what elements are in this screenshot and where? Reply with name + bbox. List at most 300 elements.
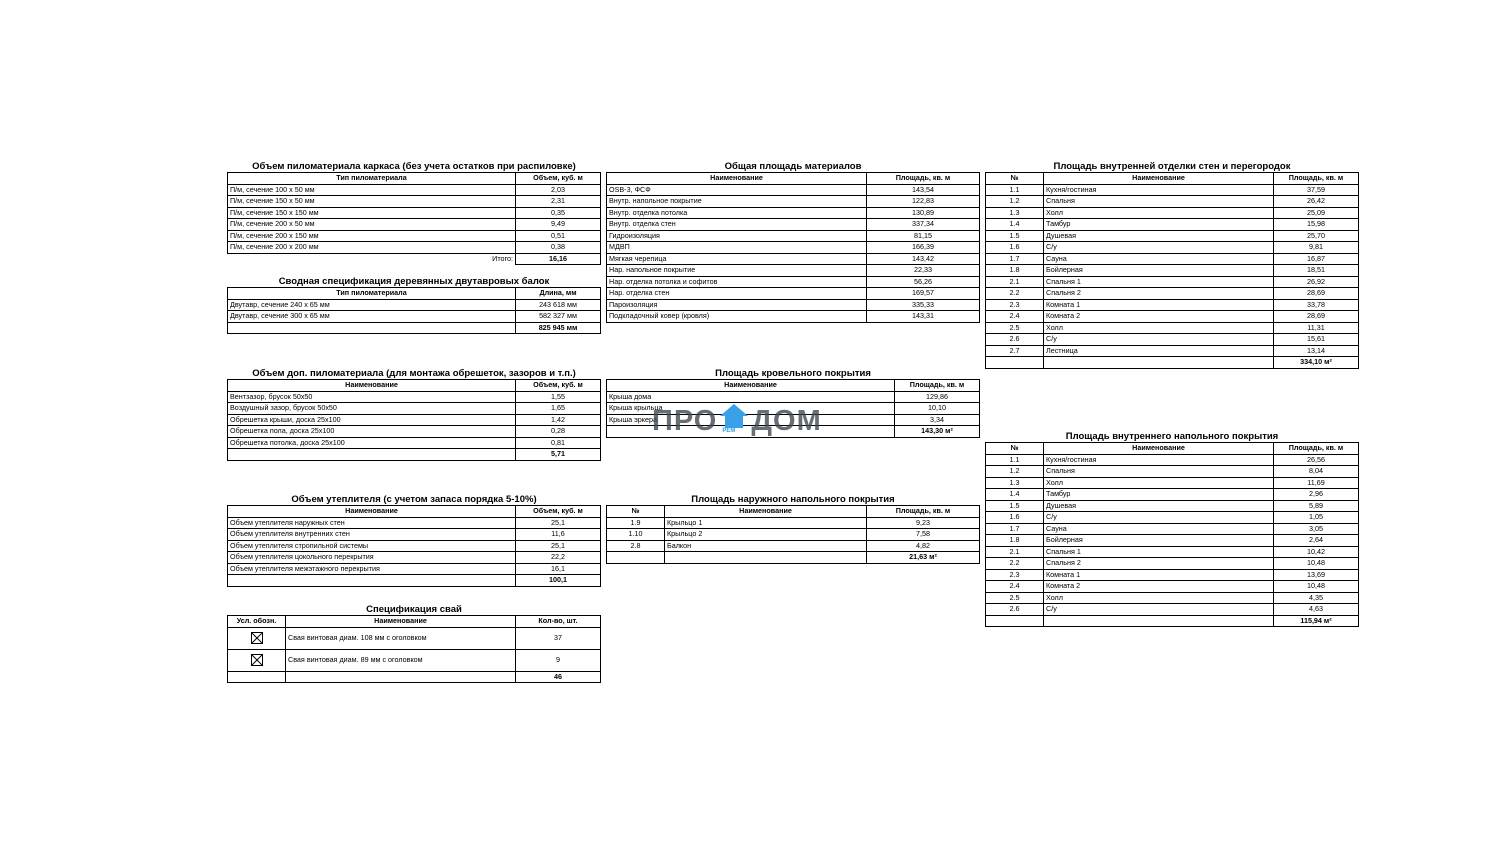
row-value: 33,78 xyxy=(1274,299,1359,311)
indoor-floor-area-table xyxy=(985,442,1359,627)
row-value: 11,69 xyxy=(1274,477,1359,489)
table-row xyxy=(607,311,980,323)
table-row xyxy=(228,437,601,449)
row-number: 2.1 xyxy=(986,546,1044,558)
row-value: 25,09 xyxy=(1274,207,1359,219)
row-value: 4,63 xyxy=(1274,604,1359,616)
row-value: 25,70 xyxy=(1274,230,1359,242)
row-value: 9 xyxy=(516,649,601,671)
indoor-floor-area-block xyxy=(985,431,1359,627)
row-value: 25,1 xyxy=(516,517,601,529)
row-value: 10,48 xyxy=(1274,581,1359,593)
row-name: Нар. отделка потолка и софитов xyxy=(607,276,867,288)
table-row xyxy=(607,207,980,219)
table-row xyxy=(986,276,1359,288)
row-value: 26,56 xyxy=(1274,454,1359,466)
row-name: Крыша эркера xyxy=(607,414,895,426)
table-row xyxy=(228,391,601,403)
row-number: 2.5 xyxy=(986,322,1044,334)
total-value: 143,30 м² xyxy=(895,426,980,438)
col-header: Площадь, кв. м xyxy=(1274,173,1359,185)
row-value: 2,64 xyxy=(1274,535,1359,547)
row-name: Обрешетка потолка, доска 25х100 xyxy=(228,437,516,449)
total-row xyxy=(607,552,980,564)
table-row xyxy=(607,517,980,529)
empty-cell xyxy=(228,575,516,587)
row-number: 2.5 xyxy=(986,592,1044,604)
row-name: Тамбур xyxy=(1044,489,1274,501)
table-row xyxy=(607,196,980,208)
table-row xyxy=(228,426,601,438)
table-row xyxy=(986,558,1359,570)
lumber-frame-volume-block xyxy=(227,161,601,265)
row-value: 4,82 xyxy=(867,540,980,552)
table-row xyxy=(228,207,601,219)
row-value: 26,42 xyxy=(1274,196,1359,208)
row-name: Крыльцо 2 xyxy=(665,529,867,541)
table-row xyxy=(228,184,601,196)
row-name: П/м, сечение 200 х 200 мм xyxy=(228,242,516,254)
row-number: 2.2 xyxy=(986,558,1044,570)
row-value: 26,92 xyxy=(1274,276,1359,288)
piles-spec-table xyxy=(227,615,601,683)
table-row xyxy=(607,219,980,231)
table-row xyxy=(986,500,1359,512)
table-row xyxy=(228,242,601,254)
piles-spec-title: Спецификация свай xyxy=(366,604,462,615)
empty-cell xyxy=(228,671,286,683)
total-label: Итого: xyxy=(228,253,516,265)
table-row xyxy=(986,219,1359,231)
table-row xyxy=(986,299,1359,311)
row-name: Обрешетка крыши, доска 25х100 xyxy=(228,414,516,426)
row-number: 1.1 xyxy=(986,184,1044,196)
row-value: 9,49 xyxy=(516,219,601,231)
row-name: Объем утеплителя цокольного перекрытия xyxy=(228,552,516,564)
row-value: 28,69 xyxy=(1274,311,1359,323)
row-value: 11,31 xyxy=(1274,322,1359,334)
total-value: 16,16 xyxy=(516,253,601,265)
table-row xyxy=(986,535,1359,547)
materials-area-block xyxy=(606,161,980,323)
table-row xyxy=(607,529,980,541)
row-number: 1.2 xyxy=(986,196,1044,208)
col-header: Объем, куб. м xyxy=(516,380,601,392)
row-name: Внутр. отделка потолка xyxy=(607,207,867,219)
row-name: Свая винтовая диам. 89 мм с оголовком xyxy=(286,649,516,671)
extra-lumber-table xyxy=(227,379,601,461)
row-name: П/м, сечение 150 х 150 мм xyxy=(228,207,516,219)
table-row xyxy=(986,466,1359,478)
table-row xyxy=(228,563,601,575)
row-value: 28,69 xyxy=(1274,288,1359,300)
empty-cell xyxy=(665,552,867,564)
row-value: 169,57 xyxy=(867,288,980,300)
materials-area-table xyxy=(606,172,980,323)
col-header: № xyxy=(607,506,665,518)
row-name: Лестница xyxy=(1044,345,1274,357)
row-value: 3,05 xyxy=(1274,523,1359,535)
table-row xyxy=(228,299,601,311)
table-row xyxy=(986,196,1359,208)
row-value: 10,48 xyxy=(1274,558,1359,570)
insulation-volume-table xyxy=(227,505,601,587)
row-value: 10,42 xyxy=(1274,546,1359,558)
row-name: Спальня 2 xyxy=(1044,558,1274,570)
watermark-logo xyxy=(652,404,852,440)
col-header: Площадь, кв. м xyxy=(895,380,980,392)
col-header: Наименование xyxy=(1044,443,1274,455)
row-name: С/у xyxy=(1044,512,1274,524)
row-name: Подкладочный ковер (кровля) xyxy=(607,311,867,323)
row-value: 18,51 xyxy=(1274,265,1359,277)
col-header: Площадь, кв. м xyxy=(867,506,980,518)
row-number: 1.8 xyxy=(986,535,1044,547)
row-value: 4,35 xyxy=(1274,592,1359,604)
row-value: 13,14 xyxy=(1274,345,1359,357)
row-value: 130,89 xyxy=(867,207,980,219)
table-row xyxy=(228,517,601,529)
table-row xyxy=(228,649,601,671)
table-row xyxy=(228,552,601,564)
row-value: 16,1 xyxy=(516,563,601,575)
row-value: 8,04 xyxy=(1274,466,1359,478)
row-number: 2.3 xyxy=(986,299,1044,311)
row-value: 9,23 xyxy=(867,517,980,529)
row-number: 2.6 xyxy=(986,334,1044,346)
table-row xyxy=(607,230,980,242)
table-row xyxy=(607,265,980,277)
row-name: МДВП xyxy=(607,242,867,254)
empty-cell xyxy=(1044,357,1274,369)
col-header: Наименование xyxy=(228,380,516,392)
row-value: 81,15 xyxy=(867,230,980,242)
row-name: Воздушный зазор, брусок 50х50 xyxy=(228,403,516,415)
insulation-volume-title: Объем утеплителя (с учетом запаса порядка 5-10%) xyxy=(291,494,537,505)
row-value: 5,89 xyxy=(1274,500,1359,512)
total-row xyxy=(986,615,1359,627)
col-header: Наименование xyxy=(228,506,516,518)
i-beam-spec-block xyxy=(227,276,601,334)
row-name: Нар. напольное покрытие xyxy=(607,265,867,277)
table-row xyxy=(986,311,1359,323)
row-name: Внутр. отделка стен xyxy=(607,219,867,231)
row-value: 3,34 xyxy=(895,414,980,426)
row-number: 1.2 xyxy=(986,466,1044,478)
row-name: Крыльцо 1 xyxy=(665,517,867,529)
row-name: Бойлерная xyxy=(1044,265,1274,277)
table-row xyxy=(986,523,1359,535)
col-header: Наименование xyxy=(1044,173,1274,185)
table-row xyxy=(986,592,1359,604)
table-row xyxy=(228,414,601,426)
table-row xyxy=(607,184,980,196)
insulation-volume-block xyxy=(227,494,601,587)
row-number: 2.6 xyxy=(986,604,1044,616)
col-header: № xyxy=(986,443,1044,455)
crossed-square-icon xyxy=(251,654,263,666)
row-number: 1.4 xyxy=(986,489,1044,501)
house-icon xyxy=(719,404,749,432)
row-number: 2.3 xyxy=(986,569,1044,581)
watermark-sub-text: РЕМ xyxy=(722,428,736,434)
watermark-right-text: ДОМ xyxy=(751,405,822,437)
table-row xyxy=(986,454,1359,466)
row-value: 0,38 xyxy=(516,242,601,254)
row-name: Кухня/гостиная xyxy=(1044,184,1274,196)
col-header: Кол-во, шт. xyxy=(516,616,601,628)
row-name: Обрешетка пола, доска 25х100 xyxy=(228,426,516,438)
row-name: Свая винтовая диам. 108 мм с оголовком xyxy=(286,627,516,649)
wall-finish-area-block xyxy=(985,161,1359,369)
row-value: 0,35 xyxy=(516,207,601,219)
lumber-frame-volume-table xyxy=(227,172,601,265)
row-name: Душевая xyxy=(1044,230,1274,242)
row-name: П/м, сечение 100 х 50 мм xyxy=(228,184,516,196)
table-row xyxy=(986,489,1359,501)
row-number: 2.4 xyxy=(986,311,1044,323)
table-row xyxy=(228,230,601,242)
watermark-left-text: ПРО xyxy=(652,405,718,437)
row-name: Холл xyxy=(1044,592,1274,604)
row-name: Вентзазор, брусок 50х50 xyxy=(228,391,516,403)
table-row xyxy=(986,334,1359,346)
row-value: 56,26 xyxy=(867,276,980,288)
table-row xyxy=(607,253,980,265)
row-number: 1.4 xyxy=(986,219,1044,231)
row-name: Сауна xyxy=(1044,253,1274,265)
table-row xyxy=(986,288,1359,300)
row-value: 0,28 xyxy=(516,426,601,438)
total-value: 825 945 мм xyxy=(516,322,601,334)
i-beam-spec-title: Сводная спецификация деревянных двутавровых балок xyxy=(278,276,550,287)
empty-cell xyxy=(286,671,516,683)
row-number: 1.7 xyxy=(986,253,1044,265)
table-row xyxy=(986,230,1359,242)
extra-lumber-title: Объем доп. пиломатериала (для монтажа обрешеток, зазоров и т.п.) xyxy=(252,368,576,379)
row-name: С/у xyxy=(1044,334,1274,346)
row-value: 143,42 xyxy=(867,253,980,265)
row-value: 11,6 xyxy=(516,529,601,541)
table-row xyxy=(607,391,980,403)
row-value: 13,69 xyxy=(1274,569,1359,581)
col-header: Наименование xyxy=(665,506,867,518)
col-header: Наименование xyxy=(607,173,867,185)
empty-cell xyxy=(986,615,1044,627)
row-name: Холл xyxy=(1044,477,1274,489)
row-value: 122,83 xyxy=(867,196,980,208)
row-name: Бойлерная xyxy=(1044,535,1274,547)
row-value: 582 327 мм xyxy=(516,311,601,323)
row-name: OSB-3, ФСФ xyxy=(607,184,867,196)
row-value: 15,98 xyxy=(1274,219,1359,231)
row-name: Гидроизоляция xyxy=(607,230,867,242)
i-beam-spec-table xyxy=(227,287,601,334)
table-row xyxy=(607,288,980,300)
row-name: Двутавр, сечение 300 х 65 мм xyxy=(228,311,516,323)
col-header: Усл. обозн. xyxy=(228,616,286,628)
row-name: Комната 1 xyxy=(1044,569,1274,581)
row-number: 2.4 xyxy=(986,581,1044,593)
total-row xyxy=(228,322,601,334)
row-name: Комната 2 xyxy=(1044,311,1274,323)
table-row xyxy=(986,345,1359,357)
col-header: Наименование xyxy=(286,616,516,628)
row-name: С/у xyxy=(1044,604,1274,616)
table-row xyxy=(228,196,601,208)
row-number: 1.6 xyxy=(986,242,1044,254)
row-name: Сауна xyxy=(1044,523,1274,535)
table-row xyxy=(607,242,980,254)
row-value: 1,42 xyxy=(516,414,601,426)
row-value: 7,58 xyxy=(867,529,980,541)
table-row xyxy=(986,242,1359,254)
table-row xyxy=(228,529,601,541)
row-number: 1.10 xyxy=(607,529,665,541)
row-value: 37,59 xyxy=(1274,184,1359,196)
col-header: Объем, куб. м xyxy=(516,173,601,185)
outdoor-floor-area-table xyxy=(606,505,980,564)
row-name: С/у xyxy=(1044,242,1274,254)
row-name: Мягкая черепица xyxy=(607,253,867,265)
table-row xyxy=(607,299,980,311)
row-value: 243 618 мм xyxy=(516,299,601,311)
col-header: Площадь, кв. м xyxy=(1274,443,1359,455)
col-header: Наименование xyxy=(607,380,895,392)
table-row xyxy=(986,253,1359,265)
row-value: 15,61 xyxy=(1274,334,1359,346)
row-number: 1.3 xyxy=(986,207,1044,219)
row-value: 2,03 xyxy=(516,184,601,196)
row-number: 1.9 xyxy=(607,517,665,529)
row-value: 2,31 xyxy=(516,196,601,208)
row-name: П/м, сечение 200 х 50 мм xyxy=(228,219,516,231)
table-row xyxy=(986,322,1359,334)
col-header: Длина, мм xyxy=(516,288,601,300)
table-row xyxy=(986,546,1359,558)
row-value: 143,54 xyxy=(867,184,980,196)
table-row xyxy=(228,219,601,231)
row-name: Спальня xyxy=(1044,196,1274,208)
col-header: Тип пиломатериала xyxy=(228,173,516,185)
total-value: 46 xyxy=(516,671,601,683)
empty-cell xyxy=(607,552,665,564)
row-number: 2.1 xyxy=(986,276,1044,288)
total-value: 21,63 м² xyxy=(867,552,980,564)
outdoor-floor-area-block xyxy=(606,494,980,564)
table-row xyxy=(607,540,980,552)
table-row xyxy=(986,207,1359,219)
row-number: 2.7 xyxy=(986,345,1044,357)
crossed-square-icon xyxy=(251,632,263,644)
row-number: 1.6 xyxy=(986,512,1044,524)
row-number: 1.5 xyxy=(986,230,1044,242)
piles-spec-block xyxy=(227,604,601,683)
row-value: 166,39 xyxy=(867,242,980,254)
row-name: Двутавр, сечение 240 х 65 мм xyxy=(228,299,516,311)
row-name: Объем утеплителя внутренних стен xyxy=(228,529,516,541)
row-name: Спальня 2 xyxy=(1044,288,1274,300)
table-row xyxy=(986,581,1359,593)
row-name: Тамбур xyxy=(1044,219,1274,231)
row-name: Холл xyxy=(1044,322,1274,334)
row-name: Холл xyxy=(1044,207,1274,219)
row-value: 22,33 xyxy=(867,265,980,277)
row-value: 22,2 xyxy=(516,552,601,564)
materials-area-title: Общая площадь материалов xyxy=(724,161,862,172)
row-value: 337,34 xyxy=(867,219,980,231)
wall-finish-area-table xyxy=(985,172,1359,369)
col-header: № xyxy=(986,173,1044,185)
col-header: Площадь, кв. м xyxy=(867,173,980,185)
lumber-frame-volume-title: Объем пиломатериала каркаса (без учета остатков при распиловке) xyxy=(252,161,576,172)
row-value: 129,86 xyxy=(895,391,980,403)
roof-area-title: Площадь кровельного покрытия xyxy=(715,368,871,379)
col-header: Объем, куб. м xyxy=(516,506,601,518)
total-row xyxy=(228,253,601,265)
row-value: 10,10 xyxy=(895,403,980,415)
row-value: 37 xyxy=(516,627,601,649)
row-name: Крыша дома xyxy=(607,391,895,403)
total-row xyxy=(986,357,1359,369)
row-number: 1.5 xyxy=(986,500,1044,512)
table-row xyxy=(228,403,601,415)
row-value: 25,1 xyxy=(516,540,601,552)
table-row xyxy=(986,604,1359,616)
row-name: Крыша крыльца xyxy=(607,403,895,415)
row-value: 335,33 xyxy=(867,299,980,311)
row-name: Кухня/гостиная xyxy=(1044,454,1274,466)
row-value: 143,31 xyxy=(867,311,980,323)
row-name: Комната 2 xyxy=(1044,581,1274,593)
table-row xyxy=(986,569,1359,581)
empty-cell xyxy=(1044,615,1274,627)
empty-cell xyxy=(228,449,516,461)
total-row xyxy=(228,575,601,587)
total-value: 115,94 м² xyxy=(1274,615,1359,627)
row-value: 1,55 xyxy=(516,391,601,403)
table-row xyxy=(607,276,980,288)
table-row xyxy=(228,311,601,323)
row-name: П/м, сечение 150 х 50 мм xyxy=(228,196,516,208)
row-name: Объем утеплителя межэтажного перекрытия xyxy=(228,563,516,575)
row-name: Объем утеплителя стропильной системы xyxy=(228,540,516,552)
total-row xyxy=(228,449,601,461)
empty-cell xyxy=(228,322,516,334)
row-name: Нар. отделка стен xyxy=(607,288,867,300)
total-value: 5,71 xyxy=(516,449,601,461)
total-row xyxy=(228,671,601,683)
row-name: Балкон xyxy=(665,540,867,552)
row-name: Душевая xyxy=(1044,500,1274,512)
table-row xyxy=(986,512,1359,524)
col-header: Тип пиломатериала xyxy=(228,288,516,300)
total-value: 334,10 м² xyxy=(1274,357,1359,369)
row-name: П/м, сечение 200 х 150 мм xyxy=(228,230,516,242)
row-number: 1.3 xyxy=(986,477,1044,489)
row-number: 1.1 xyxy=(986,454,1044,466)
pile-symbol xyxy=(228,627,286,649)
row-value: 16,87 xyxy=(1274,253,1359,265)
table-row xyxy=(228,627,601,649)
row-value: 0,51 xyxy=(516,230,601,242)
table-row xyxy=(986,184,1359,196)
table-row xyxy=(986,477,1359,489)
row-number: 2.8 xyxy=(607,540,665,552)
outdoor-floor-area-title: Площадь наружного напольного покрытия xyxy=(691,494,895,505)
extra-lumber-block xyxy=(227,368,601,461)
wall-finish-area-title: Площадь внутренней отделки стен и перегородок xyxy=(1053,161,1291,172)
